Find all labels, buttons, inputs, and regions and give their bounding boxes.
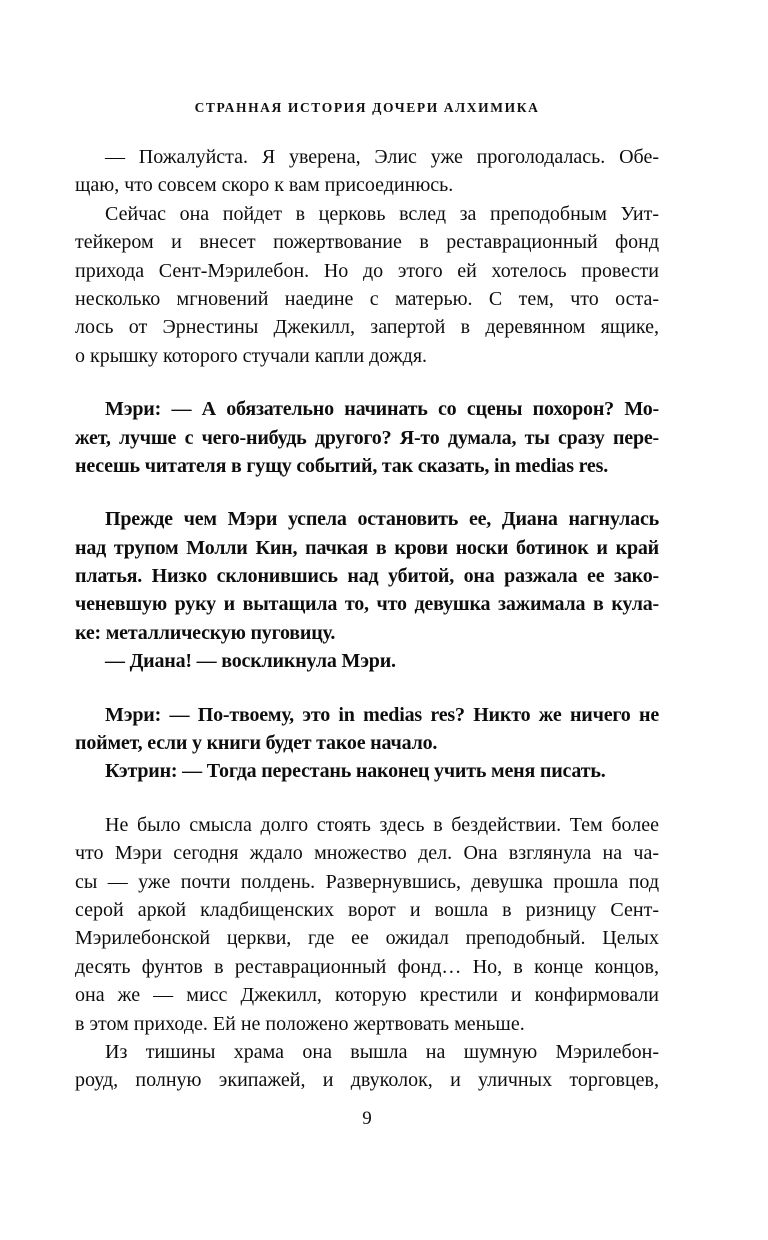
text-line: роуд, полную экипажей, и двуколок, и уличных торговцев, xyxy=(75,1069,659,1092)
text-line: десять фунтов в реставрационный фонд… Но, в конце концов, xyxy=(75,955,659,978)
text-line: несешь читателя в гущу событий, так сказать, in medias res. xyxy=(75,454,608,477)
text-line: лось от Эрнестины Джекилл, запертой в деревянном ящике, xyxy=(75,316,659,339)
text-line: Сейчас она пойдет в церковь вслед за преподобным Уит- xyxy=(105,202,659,225)
text-line: Не было смысла долго стоять здесь в бездействии. Тем более xyxy=(105,813,659,836)
text-line: ке: металлическую пуговицу. xyxy=(75,621,336,644)
paragraph xyxy=(75,200,659,370)
paragraph xyxy=(75,757,659,785)
text-line: Мэрилебонской церкви, где ее ожидал преподобный. Целых xyxy=(75,927,659,950)
text-line: Кэтрин: — Тогда перестань наконец учить меня писать. xyxy=(105,760,606,783)
text-line: в этом приходе. Ей не положено жертвовать меньше. xyxy=(75,1012,525,1035)
text-block xyxy=(75,143,659,1095)
paragraph-block-3 xyxy=(75,505,659,675)
paragraph-block-1 xyxy=(75,143,659,370)
text-line: над трупом Молли Кин, пачкая в крови носки ботинок и край xyxy=(75,536,659,559)
paragraph-block-2 xyxy=(75,395,659,480)
running-header: СТРАННАЯ ИСТОРИЯ ДОЧЕРИ АЛХИМИКА xyxy=(194,100,540,115)
paragraph xyxy=(75,505,659,647)
text-line: — Диана! — воскликнула Мэри. xyxy=(105,650,396,673)
page-number: 9 xyxy=(362,1108,372,1129)
text-line: Из тишины храма она вышла на шумную Мэрилебон- xyxy=(105,1040,659,1063)
text-line: жет, лучше с чего-нибудь другого? Я-то думала, ты сразу пере- xyxy=(75,426,659,449)
text-line: щаю, что совсем скоро к вам присоединюсь. xyxy=(75,174,454,197)
paragraph xyxy=(75,811,659,1038)
text-line: — Пожалуйста. Я уверена, Элис уже проголодалась. Обе- xyxy=(105,146,659,168)
paragraph xyxy=(75,1038,659,1095)
paragraph xyxy=(75,143,659,200)
text-line: ченевшую руку и вытащила то, что девушка зажимала в кула- xyxy=(75,593,659,616)
text-line: о крышку которого стучали капли дождя. xyxy=(75,344,428,367)
paragraph xyxy=(75,701,659,758)
text-line: она же — мисс Джекилл, которую крестили и конфирмовали xyxy=(75,984,659,1007)
text-line: серой аркой кладбищенских ворот и вошла в ризницу Сент- xyxy=(75,898,659,921)
text-line: что Мэри сегодня ждало множество дел. Она взглянула на ча- xyxy=(75,842,659,865)
text-line: несколько мгновений наедине с матерью. С тем, что оста- xyxy=(75,287,659,310)
text-line: прихода Сент-Мэрилебон. Но до этого ей хотелось провести xyxy=(75,259,659,282)
text-line: Мэри: — По-твоему, это in medias res? Никто же ничего не xyxy=(105,703,659,726)
text-line: поймет, если у книги будет такое начало. xyxy=(75,732,438,755)
paragraph-block-4 xyxy=(75,701,659,786)
text-line: сы — уже почти полдень. Развернувшись, девушка прошла под xyxy=(75,870,659,893)
paragraph xyxy=(75,647,659,675)
text-line: Прежде чем Мэри успела остановить ее, Диана нагнулась xyxy=(105,508,659,531)
text-line: платья. Низко склонившись над убитой, она разжала ее зако- xyxy=(75,565,659,588)
text-line: Мэри: — А обязательно начинать со сцены похорон? Мо- xyxy=(105,398,659,421)
text-line: тейкером и внесет пожертвование в реставрационный фонд xyxy=(75,231,659,254)
paragraph xyxy=(75,395,659,480)
paragraph-block-5 xyxy=(75,811,659,1095)
